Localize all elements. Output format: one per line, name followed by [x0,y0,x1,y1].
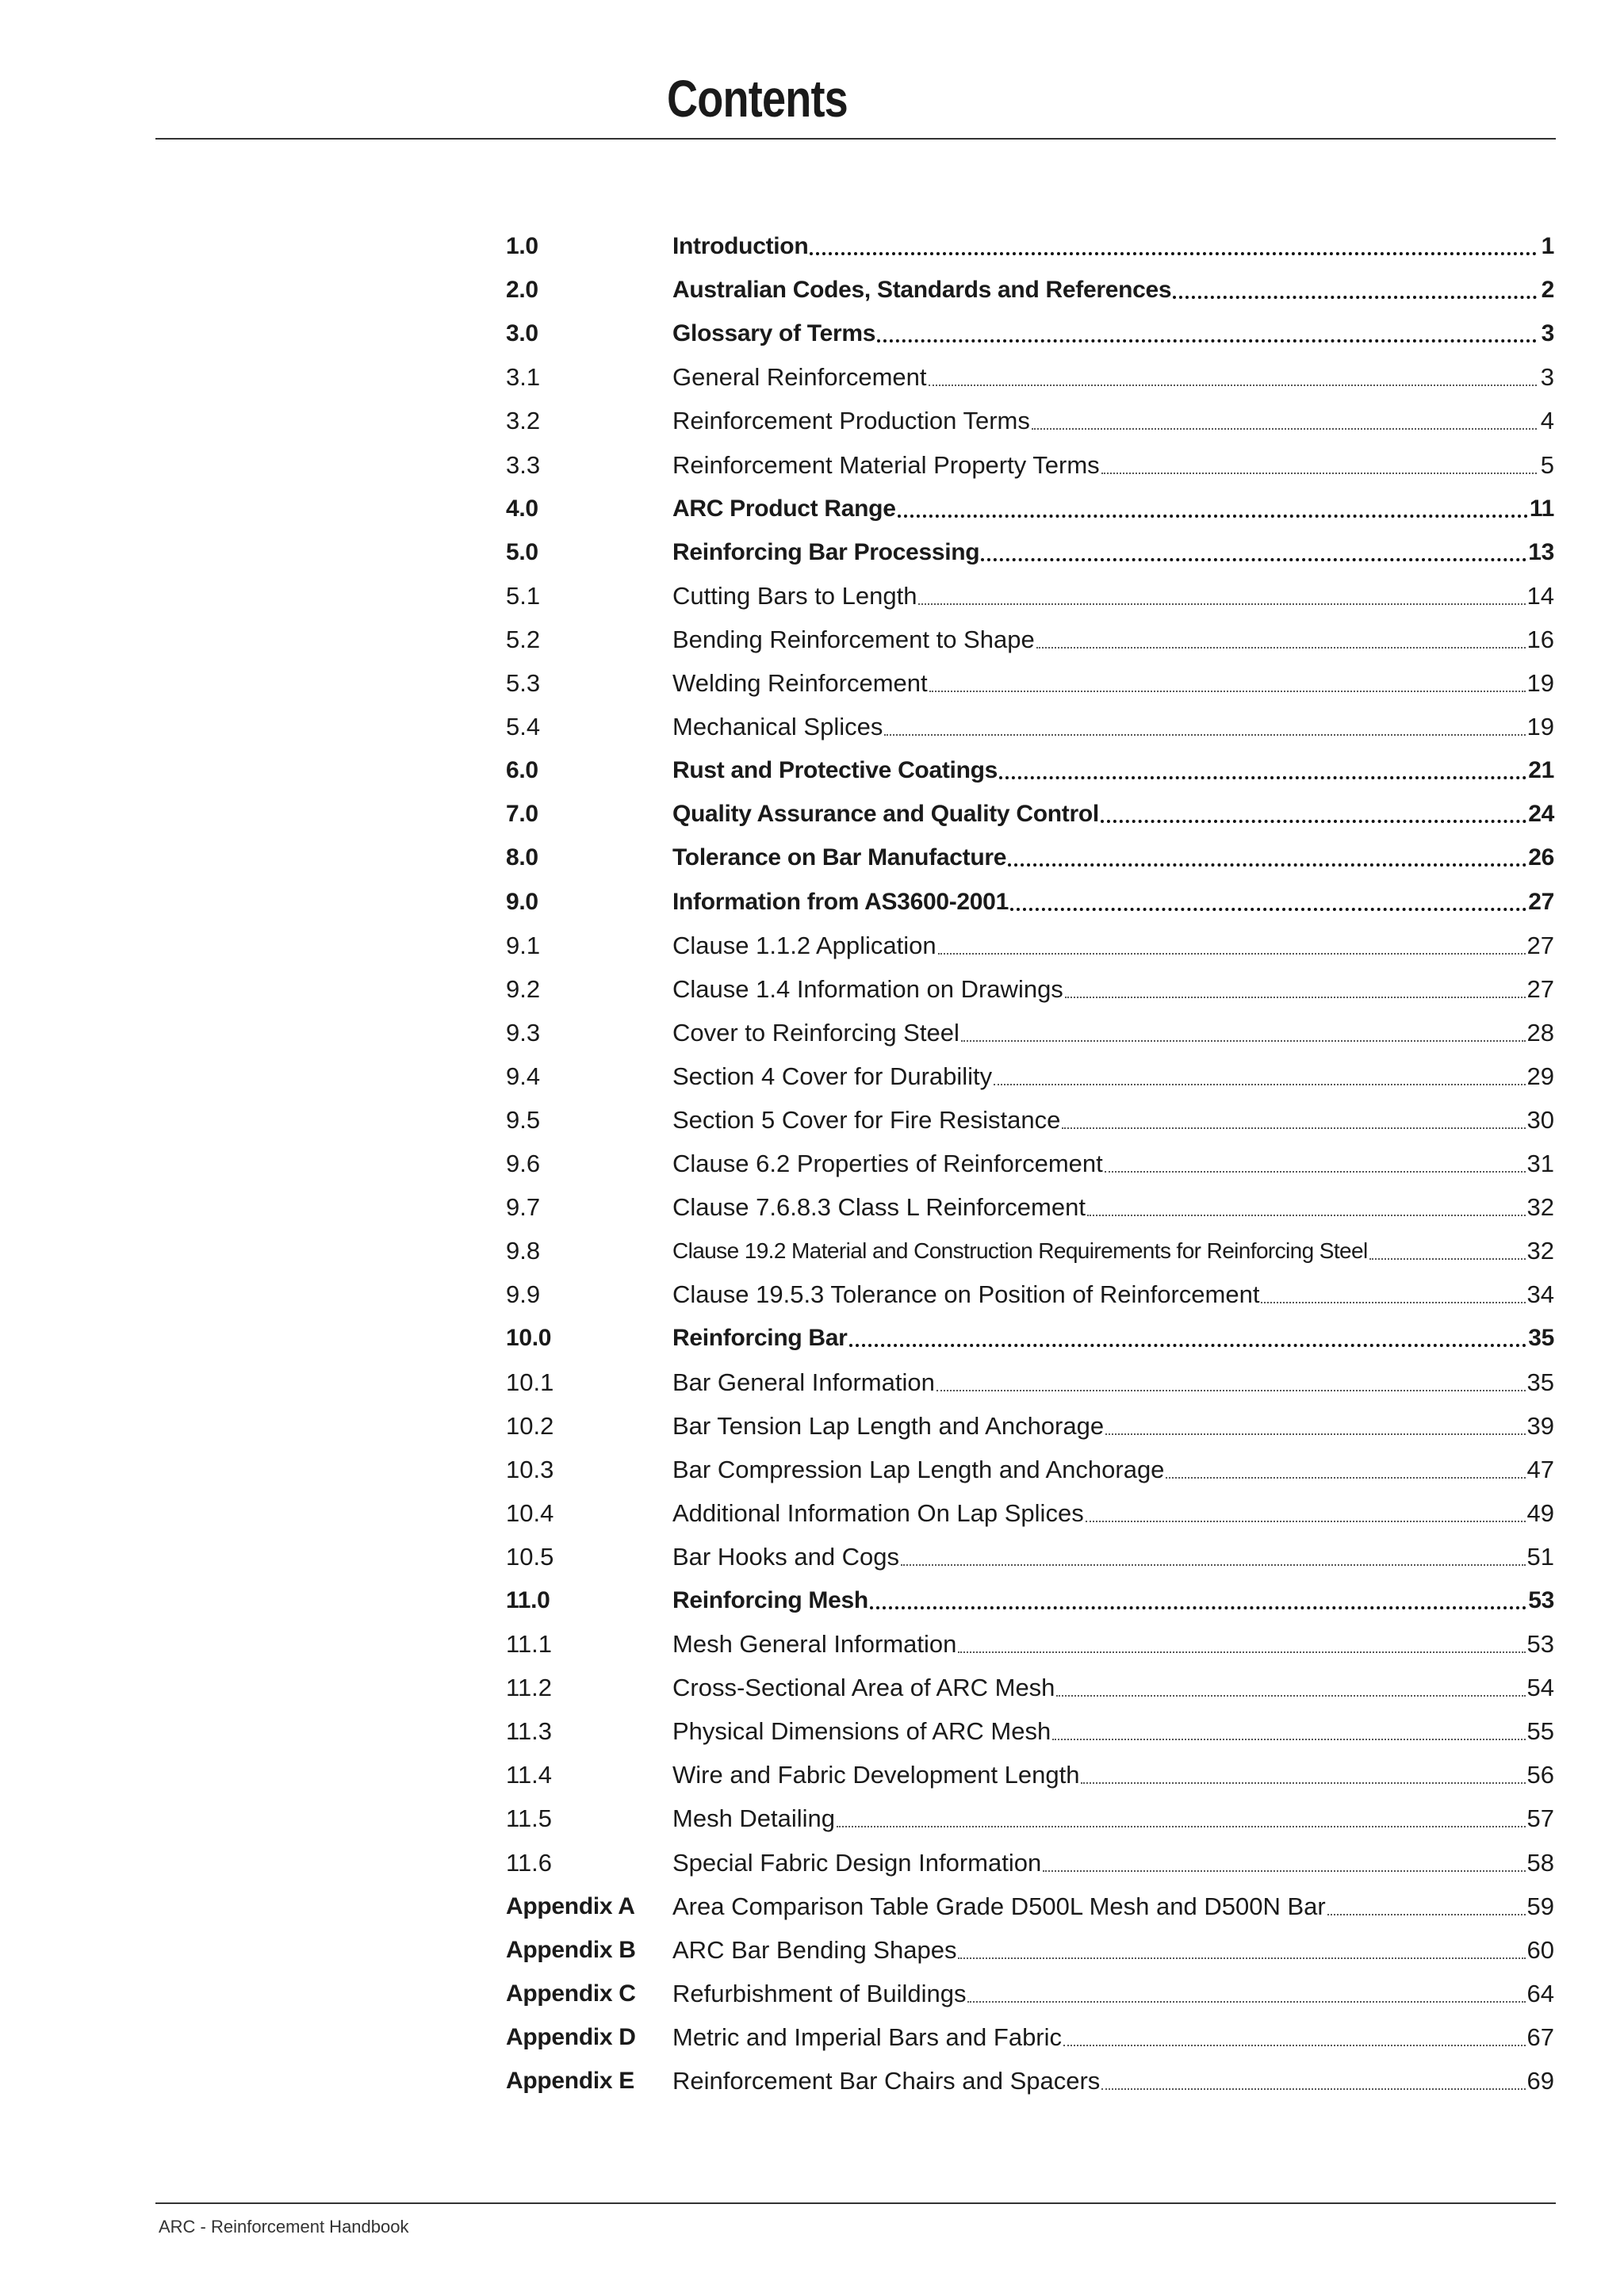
toc-entry-page: 27 [1526,931,1554,959]
dot-leader [929,385,1538,386]
toc-entry-number: 11.5 [506,1804,553,1833]
toc-entry[interactable] [506,1885,1554,1928]
toc-entry-page: 27 [1526,974,1554,1003]
dot-leader [1010,908,1526,911]
dot-leader [1063,2045,1525,2046]
toc-entry-page: 30 [1526,1105,1554,1134]
toc-entry-title: Mesh General Information [672,1630,957,1659]
toc-entry-page: 39 [1526,1411,1554,1440]
toc-entry-title: ARC Bar Bending Shapes [672,1935,957,1964]
toc-entry[interactable] [506,836,1554,879]
toc-entry-title: Cross-Sectional Area of ARC Mesh [672,1674,1055,1702]
toc-entry-page: 60 [1526,1935,1554,1964]
toc-entry[interactable] [506,1840,1554,1884]
toc-entry[interactable] [506,574,1554,618]
dot-leader [837,1826,1525,1827]
footer-text: ARC - Reinforcement Handbook [159,2217,409,2237]
toc-entry-title: Clause 6.2 Properties of Reinforcement [672,1150,1103,1178]
toc-entry-title: Glossary of Terms [672,320,876,347]
toc-entry[interactable] [506,1185,1554,1229]
dot-leader [849,1344,1527,1347]
toc-entry[interactable] [506,1709,1554,1753]
toc-entry-title: Information from AS3600-2001 [672,888,1009,915]
dot-leader [967,2001,1525,2003]
toc-entry-page: 4 [1540,407,1554,435]
toc-entry-number: Appendix C [506,1980,636,2007]
toc-entry-number: 4.0 [506,495,538,522]
toc-entry[interactable] [506,618,1554,661]
toc-entry[interactable] [506,661,1554,705]
toc-entry-title: Clause 7.6.8.3 Class L Reinforcement [672,1193,1086,1222]
toc-entry-page: 28 [1526,1018,1554,1047]
dot-leader [1105,1433,1525,1435]
dot-leader [810,252,1537,255]
toc-entry-page: 35 [1528,1325,1554,1352]
toc-entry-number: 6.0 [506,757,538,784]
toc-entry-number: 10.3 [506,1455,554,1483]
toc-entry[interactable] [506,924,1554,967]
toc-entry-number: Appendix A [506,1892,635,1919]
toc-entry[interactable] [506,1054,1554,1098]
dot-leader [1081,1782,1525,1784]
toc-entry-title: Physical Dimensions of ARC Mesh [672,1717,1051,1746]
dot-leader [901,1564,1525,1566]
dot-leader [958,1957,1525,1959]
toc-entry-number: 3.2 [506,407,541,435]
toc-entry-page: 19 [1526,669,1554,698]
toc-entry-number: Appendix D [506,2023,636,2050]
toc-entry-number: 3.3 [506,450,541,479]
toc-entry-title: Welding Reinforcement [672,669,928,698]
toc-entry-page: 67 [1526,2022,1554,2051]
dot-leader [929,691,1526,692]
toc-entry-page: 32 [1526,1237,1554,1265]
dot-leader [1032,428,1537,430]
toc-entry-page: 19 [1526,713,1554,741]
toc-entry-page: 29 [1526,1062,1554,1090]
dot-leader [898,515,1528,518]
toc-entry-page: 14 [1526,581,1554,610]
toc-entry-title: Metric and Imperial Bars and Fabric [672,2022,1063,2051]
toc-entry-title: Special Fabric Design Information [672,1848,1042,1877]
toc-entry[interactable] [506,268,1554,312]
toc-entry-page: 3 [1540,363,1554,392]
dot-leader [1101,820,1526,823]
toc-entry[interactable] [506,1229,1554,1272]
dot-leader [936,1390,1526,1391]
dot-leader [1087,1215,1526,1216]
toc-entry-number: 10.5 [506,1542,554,1571]
toc-entry[interactable] [506,312,1554,355]
toc-entry-title: Introduction [672,233,809,260]
toc-entry-title: Reinforcement Production Terms [672,407,1030,435]
toc-entry-page: 3 [1541,320,1554,347]
toc-entry-title: Area Comparison Table Grade D500L Mesh and D500N Bar [672,1892,1326,1920]
toc-entry[interactable] [506,792,1554,836]
toc-entry-number: 9.2 [506,974,541,1003]
toc-entry-title: Clause 19.5.3 Tolerance on Position of Reinforcement [672,1280,1260,1309]
toc-entry[interactable] [506,1972,1554,2015]
toc-entry-page: 55 [1526,1717,1554,1746]
dot-leader [1166,1477,1525,1479]
toc-entry-title: Mesh Detailing [672,1804,836,1833]
toc-entry-title: Section 5 Cover for Fire Resistance [672,1105,1061,1134]
toc-entry-number: 9.4 [506,1062,541,1090]
toc-entry-title: Cover to Reinforcing Steel [672,1018,959,1047]
toc-entry[interactable] [506,530,1554,574]
toc-entry-title: Rust and Protective Coatings [672,757,998,784]
toc-entry[interactable] [506,1142,1554,1185]
title-divider [155,138,1556,140]
toc-entry-title: ARC Product Range [672,495,896,522]
dot-leader [1369,1258,1526,1260]
toc-entry-number: Appendix E [506,2068,635,2095]
toc-entry[interactable] [506,1098,1554,1142]
toc-entry[interactable] [506,2059,1554,2103]
toc-entry[interactable] [506,487,1554,530]
toc-entry-title: Reinforcement Bar Chairs and Spacers [672,2067,1101,2095]
toc-entry-title: Reinforcement Material Property Terms [672,450,1100,479]
toc-entry-page: 2 [1541,277,1554,304]
dot-leader [938,953,1526,955]
dot-leader [1043,1870,1525,1872]
toc-entry-page: 34 [1526,1280,1554,1309]
toc-entry-number: 9.6 [506,1150,541,1178]
toc-entry-number: 1.0 [506,233,538,260]
table-of-contents [506,224,1554,2103]
toc-entry-title: Additional Information On Lap Splices [672,1498,1084,1527]
toc-entry-number: 9.5 [506,1105,541,1134]
dot-leader [1056,1695,1525,1697]
toc-entry-page: 27 [1528,888,1554,915]
toc-entry-page: 49 [1526,1498,1554,1527]
toc-entry-page: 5 [1540,450,1554,479]
dot-leader [1261,1302,1525,1303]
dot-leader [1327,1914,1526,1915]
toc-entry[interactable] [506,1535,1554,1578]
toc-entry-title: Reinforcing Bar Processing [672,538,980,565]
toc-entry-title: Mechanical Splices [672,713,883,741]
dot-leader [981,558,1526,561]
dot-leader [884,734,1525,736]
toc-entry[interactable] [506,1011,1554,1054]
toc-entry-number: 9.9 [506,1280,541,1309]
toc-entry-page: 64 [1526,1979,1554,2007]
toc-entry[interactable] [506,1272,1554,1316]
toc-entry-title: Quality Assurance and Quality Control [672,801,1099,828]
toc-entry[interactable] [506,748,1554,792]
toc-entry-page: 53 [1528,1587,1554,1613]
toc-entry-page: 58 [1526,1848,1554,1877]
toc-entry-page: 59 [1526,1892,1554,1920]
toc-entry[interactable] [506,1316,1554,1360]
toc-entry[interactable] [506,399,1554,442]
toc-entry-title: General Reinforcement [672,363,927,392]
toc-entry[interactable] [506,355,1554,399]
toc-entry-title: Bar Tension Lap Length and Anchorage [672,1411,1105,1440]
toc-entry-title: Section 4 Cover for Durability [672,1062,993,1090]
toc-entry-page: 24 [1528,801,1554,828]
toc-entry-number: 9.8 [506,1237,541,1265]
dot-leader [1105,1171,1526,1173]
toc-entry[interactable] [506,1491,1554,1535]
dot-leader [870,1606,1526,1609]
toc-entry-title: Wire and Fabric Development Length [672,1761,1080,1789]
toc-entry-number: 11.4 [506,1761,553,1789]
toc-entry[interactable] [506,1666,1554,1709]
toc-entry-number: 5.2 [506,625,541,653]
toc-entry-number: 3.1 [506,363,541,392]
toc-entry-number: 10.1 [506,1368,554,1396]
toc-entry[interactable] [506,1404,1554,1448]
toc-entry[interactable] [506,879,1554,923]
toc-entry-title: Australian Codes, Standards and References [672,277,1172,304]
toc-entry-number: 11.2 [506,1674,553,1702]
toc-entry[interactable] [506,1622,1554,1666]
toc-entry-page: 54 [1526,1674,1554,1702]
toc-entry-page: 13 [1528,538,1554,565]
toc-entry[interactable] [506,1448,1554,1491]
dot-leader [1052,1739,1525,1740]
toc-entry-page: 32 [1526,1193,1554,1222]
toc-entry-number: 5.0 [506,538,538,565]
toc-entry-number: 10.4 [506,1498,554,1527]
toc-entry-title: Cutting Bars to Length [672,581,917,610]
toc-entry-title: Clause 19.2 Material and Construction Requirements for Reinforcing Steel [672,1238,1368,1264]
toc-entry-number: 2.0 [506,277,538,304]
toc-entry-number: 9.3 [506,1018,541,1047]
toc-entry[interactable] [506,442,1554,486]
toc-entry-page: 47 [1526,1455,1554,1483]
footer-divider [155,2202,1556,2204]
toc-entry-number: 7.0 [506,801,538,828]
dot-leader [918,603,1525,605]
toc-entry[interactable] [506,1753,1554,1797]
toc-entry-page: 51 [1526,1542,1554,1571]
toc-entry-number: 9.0 [506,888,538,915]
toc-entry-number: 5.3 [506,669,541,698]
toc-entry-number: 11.3 [506,1717,553,1746]
toc-entry-page: 11 [1529,495,1554,522]
toc-entry-number: 10.0 [506,1325,552,1352]
toc-entry[interactable] [506,1360,1554,1403]
dot-leader [999,776,1526,779]
toc-entry-title: Reinforcing Mesh [672,1587,868,1613]
toc-entry-title: Reinforcing Bar [672,1325,848,1352]
toc-entry-title: Bar General Information [672,1368,935,1396]
dot-leader [1086,1521,1526,1522]
toc-entry-page: 53 [1526,1630,1554,1659]
toc-entry[interactable] [506,1928,1554,1972]
toc-entry-title: Bar Hooks and Cogs [672,1542,900,1571]
toc-entry-number: 3.0 [506,320,538,347]
toc-entry-title: Tolerance on Bar Manufacture [672,844,1007,871]
toc-entry-page: 16 [1526,625,1554,653]
toc-entry[interactable] [506,1797,1554,1840]
toc-entry-page: 35 [1526,1368,1554,1396]
toc-entry-title: Clause 1.4 Information on Drawings [672,974,1063,1003]
toc-entry-page: 31 [1526,1150,1554,1178]
toc-entry[interactable] [506,2015,1554,2059]
toc-entry-number: 9.7 [506,1193,541,1222]
toc-entry[interactable] [506,224,1554,268]
toc-entry-number: 9.1 [506,931,541,959]
toc-entry-page: 57 [1526,1804,1554,1833]
dot-leader [1036,647,1526,649]
dot-leader [877,339,1537,342]
toc-entry-number: Appendix B [506,1936,636,1963]
toc-entry-number: 11.6 [506,1848,553,1877]
toc-entry-page: 26 [1528,844,1554,871]
toc-entry-page: 69 [1526,2067,1554,2095]
toc-entry[interactable] [506,705,1554,748]
toc-entry-number: 10.2 [506,1411,554,1440]
toc-entry-number: 5.1 [506,581,541,610]
dot-leader [958,1651,1525,1653]
dot-leader [994,1084,1525,1085]
toc-entry-page: 21 [1528,757,1554,784]
toc-entry-title: Bar Compression Lap Length and Anchorage [672,1455,1165,1483]
toc-entry-page: 56 [1526,1761,1554,1789]
dot-leader [1065,997,1526,998]
dot-leader [1173,296,1537,299]
toc-entry-title: Refurbishment of Buildings [672,1979,967,2007]
dot-leader [1101,2088,1525,2090]
toc-entry[interactable] [506,967,1554,1011]
toc-entry[interactable] [506,1578,1554,1622]
toc-entry-page: 1 [1541,233,1554,260]
toc-entry-title: Clause 1.1.2 Application [672,931,936,959]
dot-leader [1101,473,1537,474]
page-title: Contents [667,69,848,128]
toc-entry-number: 11.0 [506,1587,550,1613]
toc-entry-number: 11.1 [506,1630,553,1659]
dot-leader [1062,1127,1525,1129]
toc-entry-number: 5.4 [506,713,541,741]
toc-entry-title: Bending Reinforcement to Shape [672,625,1035,653]
dot-leader [1008,863,1526,867]
dot-leader [961,1040,1526,1042]
toc-entry-number: 8.0 [506,844,538,871]
